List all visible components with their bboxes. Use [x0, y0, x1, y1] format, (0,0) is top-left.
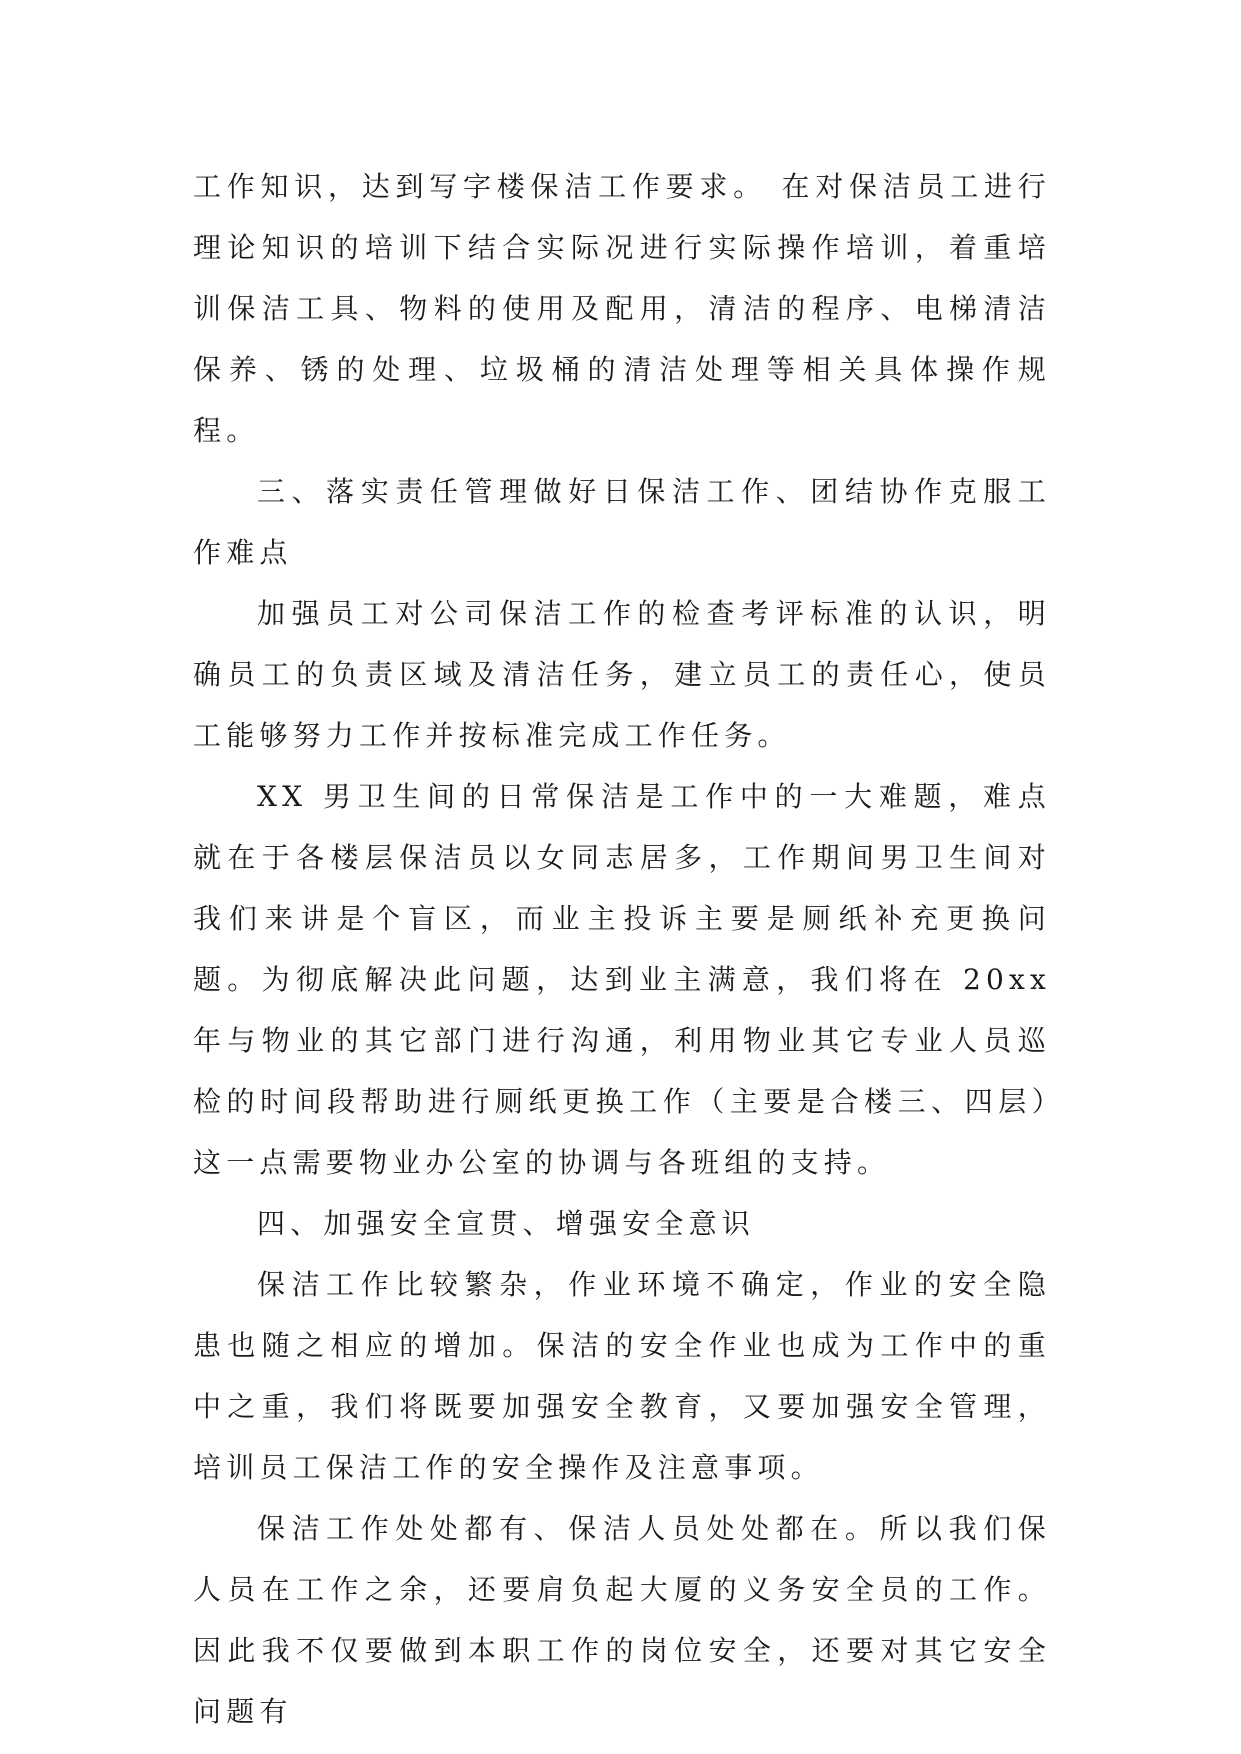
section-heading-3: 三、落实责任管理做好日保洁工作、团结协作克服工作难点 — [193, 475, 1051, 569]
paragraph: 保洁工作比较繁杂，作业环境不确定，作业的安全隐患也随之相应的增加。保洁的安全作业也成为工作中的重中之重，我们将既要加强安全教育，又要加强安全管理，培训员工保洁工作的安全操作及注意事项。 — [193, 1268, 1051, 1484]
paragraph: 加强员工对公司保洁工作的检查考评标准的认识，明确员工的负责区域及清洁任务，建立员工的责任心，使员工能够努力工作并按标准完成工作任务。 — [193, 597, 1051, 752]
paragraph: XX 男卫生间的日常保洁是工作中的一大难题，难点就在于各楼层保洁员以女同志居多，工作期间男卫生间对我们来讲是个盲区，而业主投诉主要是厕纸补充更换问题。为彻底解决此问题，达到业主满意，我们将在 20xx 年与物业的其它部门进行沟通，利用物业其它专业人员巡检的时间段帮助进行厕纸更换工作（主要是合楼三、四层）这一点需要物业办公室的协调与各班组的支持。 — [193, 780, 1051, 1179]
paragraph-continuation: 工作知识，达到写字楼保洁工作要求。 在对保洁员工进行理论知识的培训下结合实际况进行实际操作培训，着重培训保洁工具、物料的使用及配用，清洁的程序、电梯清洁保养、锈的处理、垃圾桶的清洁处理等相关具体操作规程。 — [193, 170, 1051, 447]
section-heading-4: 四、加强安全宣贯、增强安全意识 — [257, 1207, 756, 1240]
paragraph: 保洁工作处处都有、保洁人员处处都在。所以我们保人员在工作之余，还要肩负起大厦的义务安全员的工作。因此我不仅要做到本职工作的岗位安全，还要对其它安全问题有 — [193, 1512, 1051, 1728]
document-body — [193, 156, 1051, 1742]
